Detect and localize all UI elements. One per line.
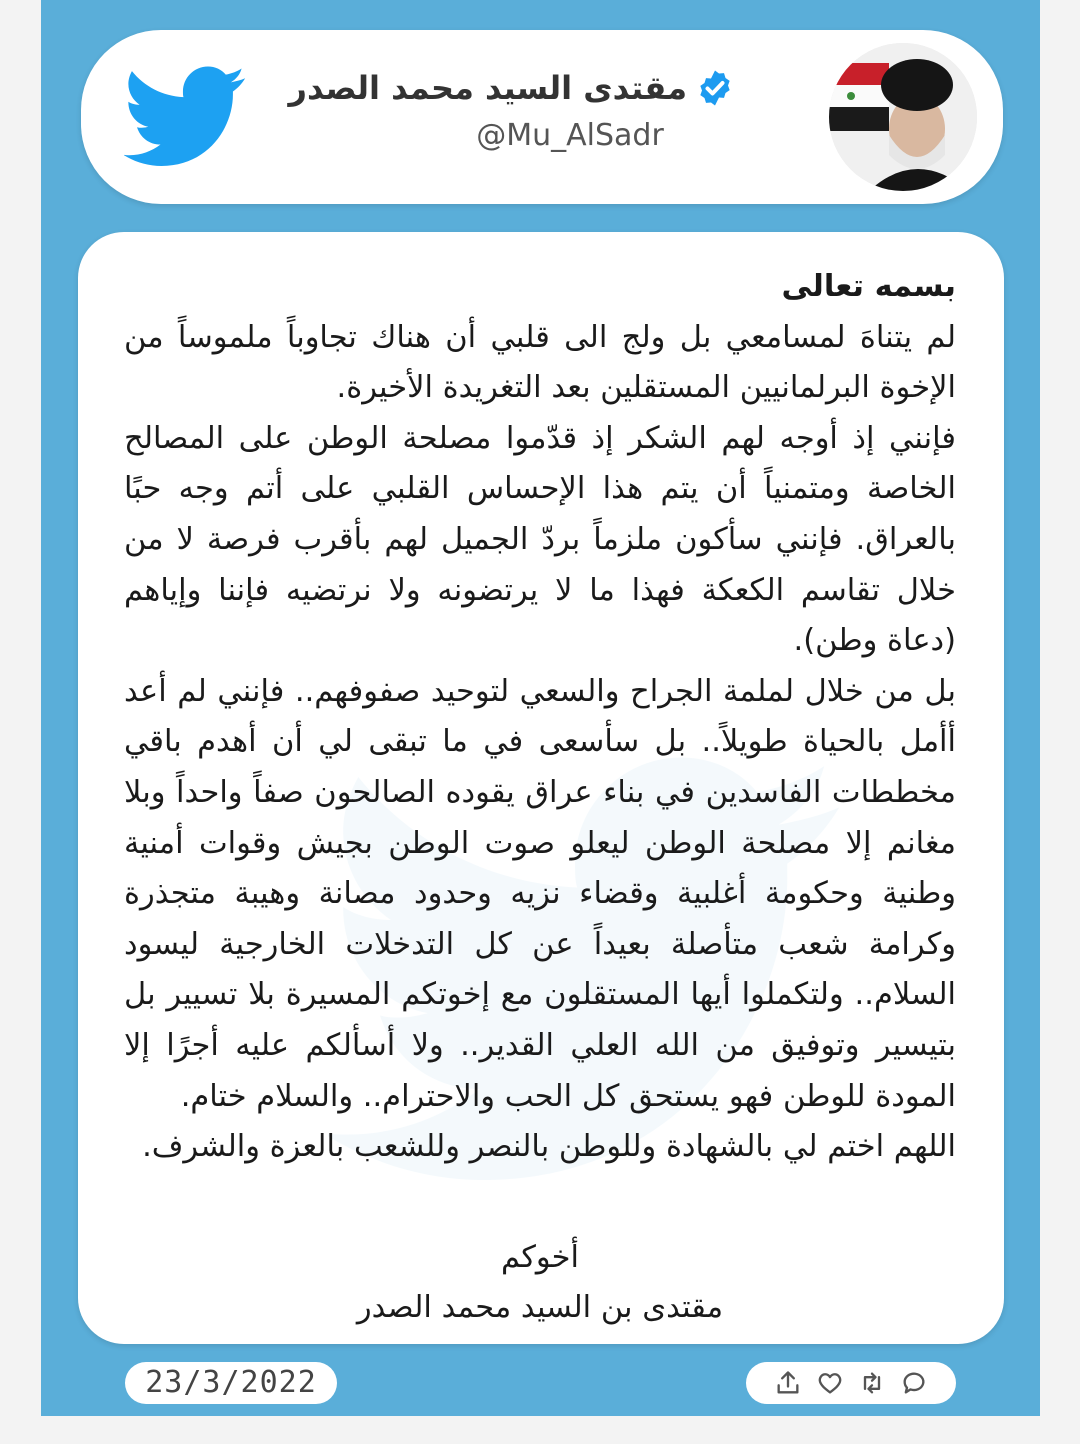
profile-name-row: [289, 66, 735, 110]
profile-avatar[interactable]: [829, 43, 977, 191]
tweet-paragraph: بل من خلال لملمة الجراح والسعي لتوحيد صفوفهم.. فإنني لم أعد أأمل بالحياة طويلاً.. بل سأسعى في ما تبقى لي أن أهدم باقي مخططات الفاسدين في بناء عراق يقوده الصالحون صفاً واحداً وبلا مغانم إلا مصلحة الوطن ليعلو صوت الوطن بجيش وقوات أمنية وطنية وحكومة أغلبية وقضاء نزيه وحدود مصانة وهيبة متجذرة وكرامة شعب متأصلة بعيداً عن كل التدخلات الخارجية ليسود السلام.. ولتكملوا أيها المستقلون مع إخوتكم المسيرة بلا تسيير بل بتيسير وتوفيق من الله العلي القدير.. ولا أسألكم عليه أجرًا إلا المودة للوطن فهو يستحق كل الحب والاحترام.. والسلام ختام.: [124, 673, 956, 1114]
tweet-signoff-signature: مقتدى بن السيد محمد الصدر: [356, 1290, 724, 1325]
tweet-date: 23/3/2022: [125, 1362, 337, 1404]
share-icon[interactable]: [774, 1369, 802, 1397]
retweet-icon[interactable]: [858, 1369, 886, 1397]
tweet-text: [124, 262, 956, 1173]
tweet-closing-prayer: اللهم اختم لي بالشهادة وللوطن بالنصر وللشعب بالعزة والشرف.: [142, 1129, 956, 1165]
tweet-actions-bar: [746, 1362, 956, 1404]
tweet-basmala: بسمه تعالى: [781, 269, 956, 304]
reply-icon[interactable]: [900, 1369, 928, 1397]
verified-badge-icon: [695, 68, 735, 108]
profile-name: مقتدى السيد محمد الصدر: [288, 69, 687, 107]
tweet-paragraph: فإنني إذ أوجه لهم الشكر إذ قدّموا مصلحة الوطن على المصالح الخاصة ومتمنياً أن يتم هذا الإحساس القلبي على أتم وجه حبًا بالعراق. فإنني سأكون ملزماً بردّ الجميل لهم بأقرب فرصة لا من خلال تقاسم الكعكة فهذا ما لا يرتضونه ولا نرتضيه فإننا وإياهم (دعاة وطن).: [124, 420, 956, 659]
tweet-signoff-greeting: أخوكم: [501, 1240, 579, 1275]
tweet-paragraph: لم يتناهَ لمسامعي بل ولج الى قلبي أن هناك تجاوباً ملموساً من الإخوة البرلمانيين المستقلين بعد التغريدة الأخيرة.: [124, 319, 956, 406]
profile-handle[interactable]: @Mu_AlSadr: [476, 118, 664, 153]
like-icon[interactable]: [816, 1369, 844, 1397]
avatar-portrait-icon: [829, 43, 977, 191]
